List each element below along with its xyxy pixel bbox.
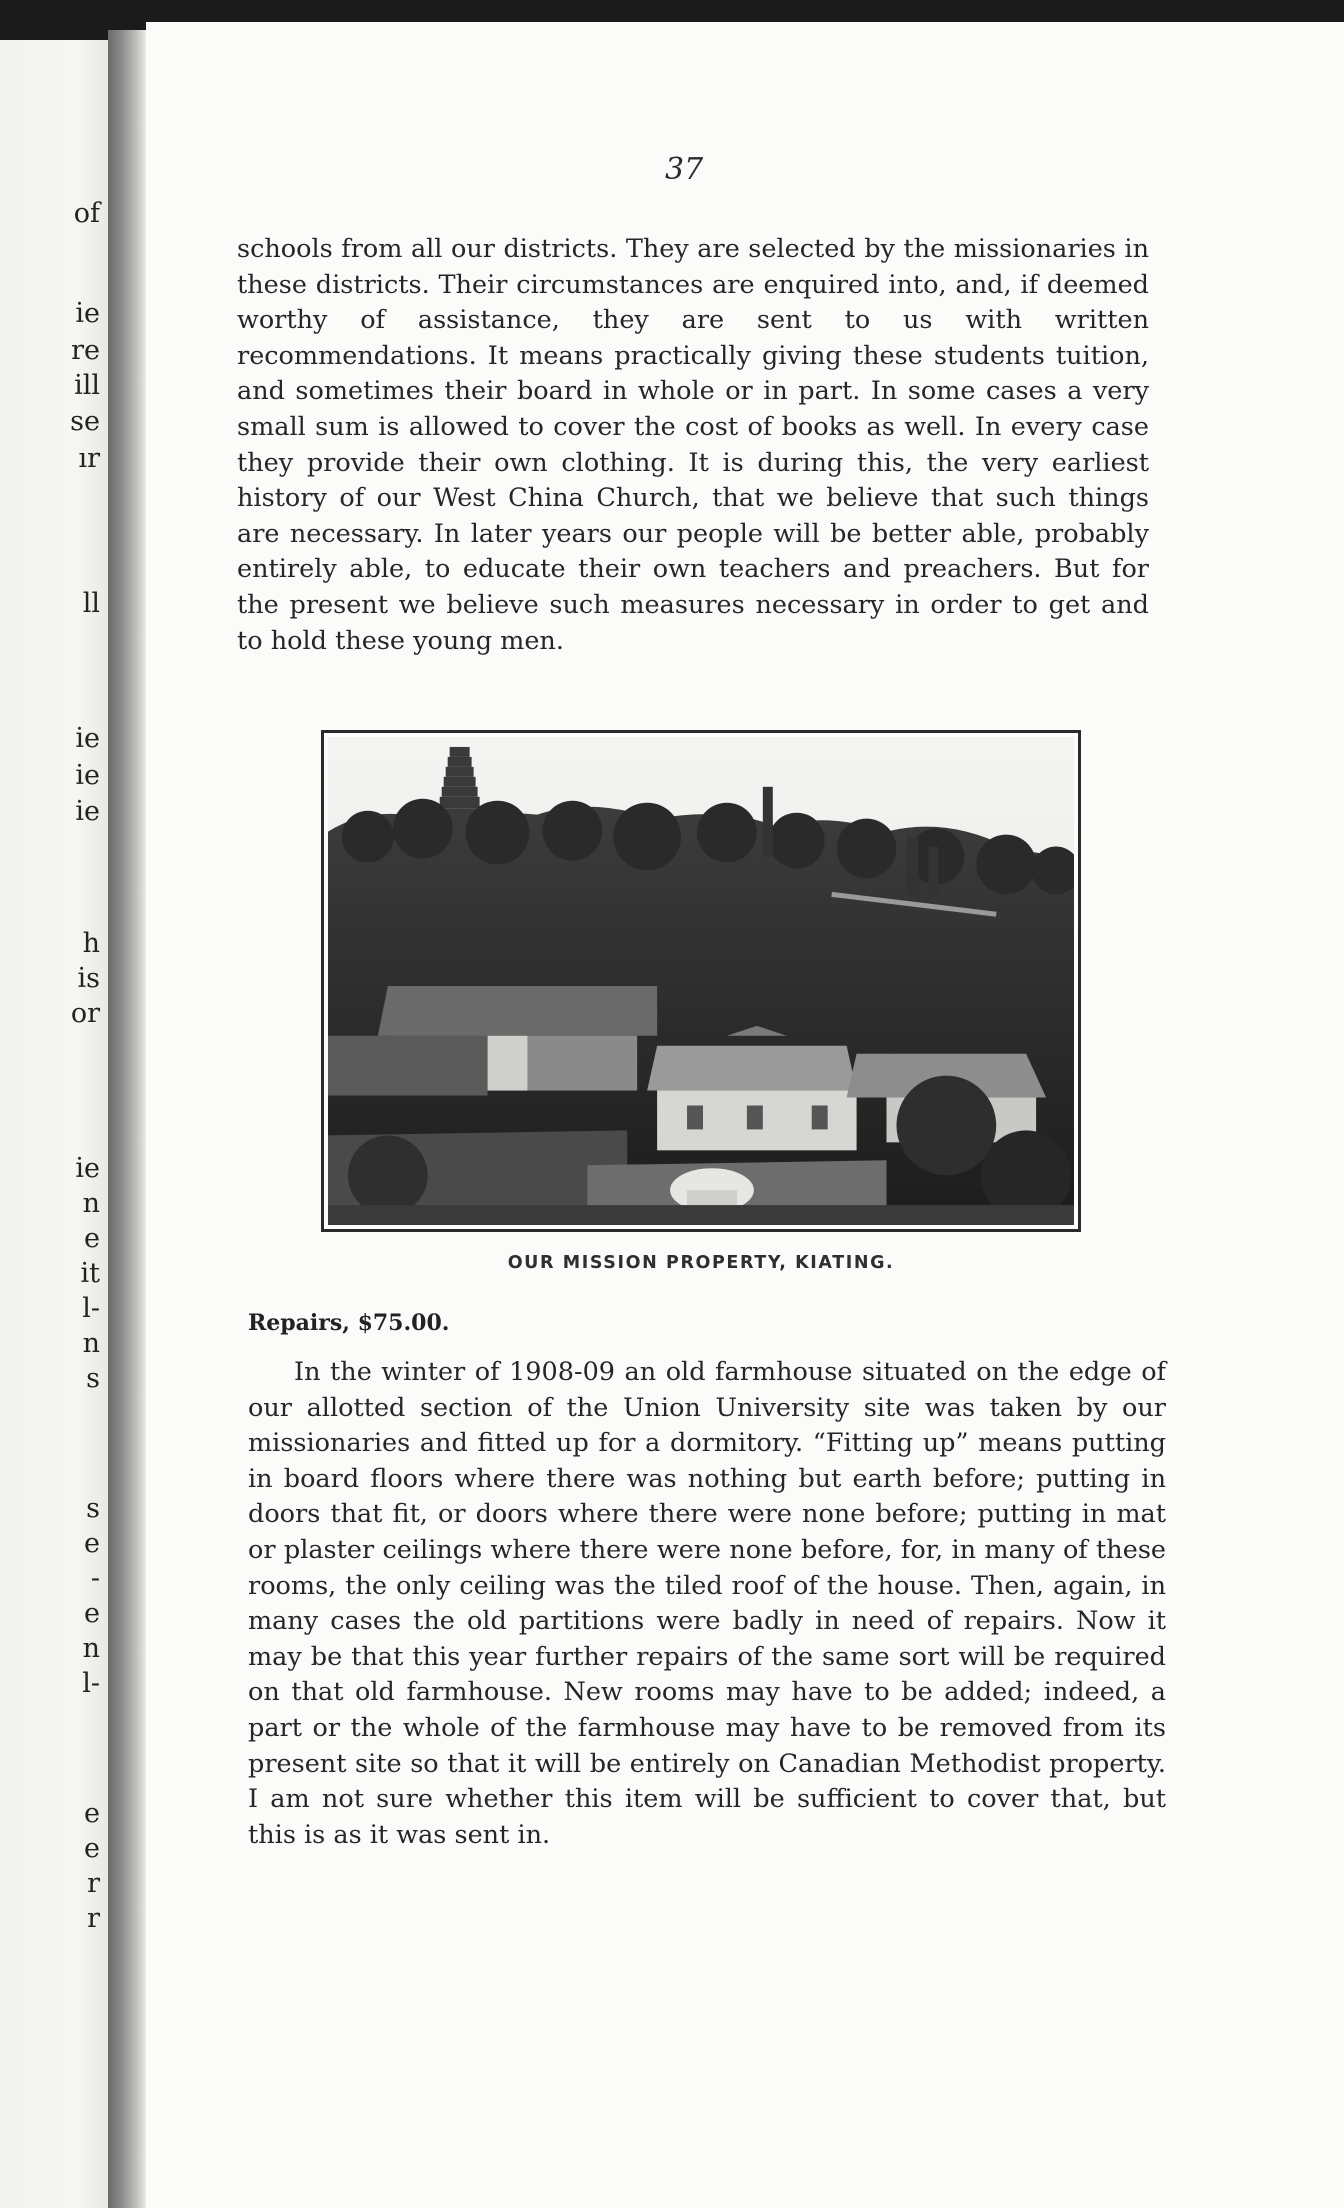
facing-page-text-fragment: n — [82, 1633, 100, 1664]
facing-page-text-fragment: e — [84, 1223, 100, 1254]
facing-page-text-fragment: ır — [78, 443, 100, 474]
facing-page-text-fragment: e — [84, 1798, 100, 1829]
section-heading: Repairs, $75.00. — [248, 1310, 450, 1336]
facing-page-text-fragment: r — [87, 1903, 100, 1934]
photo-image — [328, 737, 1074, 1225]
facing-page-text-fragment: l- — [82, 1293, 100, 1324]
mission-property-photo — [321, 730, 1081, 1232]
facing-page-text-fragment: re — [71, 335, 100, 366]
figure-caption: OUR MISSION PROPERTY, KIATING. — [507, 1253, 895, 1273]
facing-page-text-fragment: e — [84, 1833, 100, 1864]
paragraph-text: schools from all our districts. They are selected by the missionaries in these districts. Their circumstances are enquired into, and, if deemed worthy of assistance, they are sent to us with written recommendations. It means practically giving these students tuition, and sometimes their board in whole or in part. In some cases a very small sum is allowed to cover the cost of books as well. In every case they provide their own clothing. It is during this, the very earliest history of our West China Church, that we believe that such things are necessary. In later years our people will be better able, probably entirely able, to educate their own teachers and preachers. But for the present we believe such measures necessary in order to get and to hold these young men. — [237, 234, 1149, 656]
facing-page-text-fragment: e — [84, 1598, 100, 1629]
facing-page-text-fragment: s — [86, 1493, 100, 1524]
page-number: 37 — [665, 152, 704, 187]
facing-page-text-fragment: s — [86, 1363, 100, 1394]
facing-page — [0, 40, 108, 2208]
facing-page-text-fragment: n — [82, 1328, 100, 1359]
paragraph-text: In the winter of 1908-09 an old farmhouse situated on the edge of our allotted section of the Union University site was taken by our missionaries and fitted up for a dormitory. “Fitting up” means putting in board floors where there was nothing but earth before; putting in doors that fit, or doors where there were none before; putting in mat or plaster ceilings where there were none before, for, in many of these rooms, the only ceiling was the tiled roof of the house. Then, again, in many cases the old partitions were badly in need of repairs. Now it may be that this year further repairs of the same sort will be required on that old farmhouse. New rooms may have to be added; indeed, a part or the whole of the farmhouse may have to be removed from its present site so that it will be entirely on Canadian Methodist property. I am not sure whether this item will be sufficient to cover that, but this is as it was sent in. — [248, 1357, 1166, 1850]
facing-page-text-fragment: ie — [75, 723, 100, 754]
facing-page-text-fragment: ill — [74, 370, 100, 401]
facing-page-text-fragment: ie — [75, 760, 100, 791]
facing-page-text-fragment: - — [90, 1563, 100, 1594]
facing-page-text-fragment: e — [84, 1528, 100, 1559]
facing-page-text-fragment: n — [82, 1188, 100, 1219]
facing-page-text-fragment: or — [70, 998, 100, 1029]
facing-page-text-fragment: of — [73, 198, 100, 229]
facing-page-text-fragment: is — [77, 963, 100, 994]
facing-page-text-fragment: ll — [82, 588, 100, 619]
facing-page-text-fragment: ie — [75, 796, 100, 827]
book-gutter — [108, 30, 146, 2208]
section-body — [248, 1355, 1166, 1853]
facing-page-text-fragment: se — [70, 406, 100, 437]
paragraph-continued — [237, 232, 1149, 659]
facing-page-text-fragment: r — [87, 1868, 100, 1899]
facing-page-text-fragment: it — [80, 1258, 100, 1289]
facing-page-text-fragment: ie — [75, 298, 100, 329]
facing-page-text-fragment: ie — [75, 1153, 100, 1184]
facing-page-text-fragment: h — [82, 928, 100, 959]
facing-page-text-fragment: l- — [82, 1668, 100, 1699]
